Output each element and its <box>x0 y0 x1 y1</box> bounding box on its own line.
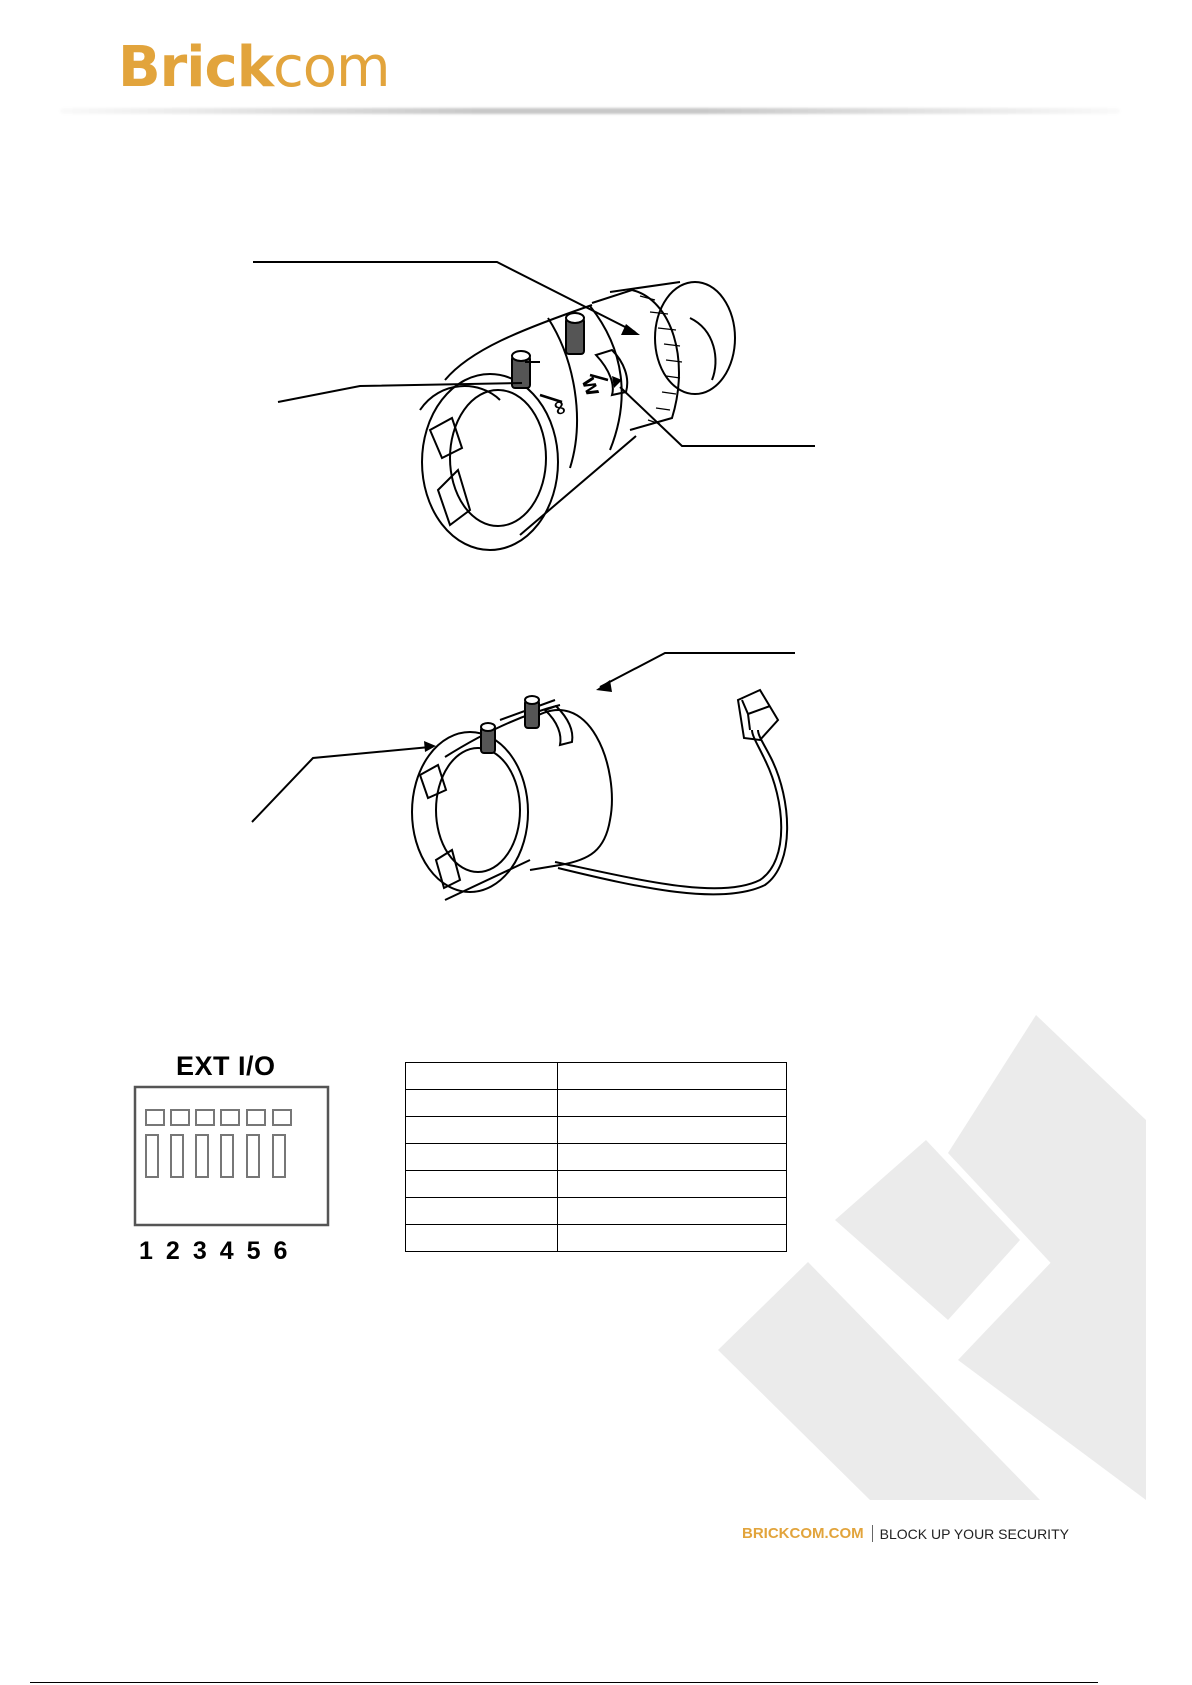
zoom-w-mark: W <box>576 374 602 400</box>
table-cell <box>406 1171 558 1198</box>
table-cell <box>558 1171 787 1198</box>
footer-separator <box>872 1525 873 1542</box>
bottom-divider <box>30 1682 1098 1683</box>
logo-text-brick: Brick <box>118 35 273 100</box>
table-row <box>406 1225 787 1252</box>
pin-number: 1 <box>139 1237 153 1265</box>
footer-slogan: BLOCK UP YOUR SECURITY <box>879 1525 1069 1542</box>
footer-site-link[interactable]: BRICKCOM.COM <box>742 1525 864 1542</box>
logo-text-com: com <box>272 35 390 100</box>
page-footer <box>742 1525 1069 1542</box>
table-row <box>406 1144 787 1171</box>
table-row <box>406 1063 787 1090</box>
table-cell <box>558 1144 787 1171</box>
table-cell <box>558 1198 787 1225</box>
pin-number: 2 <box>165 1237 180 1265</box>
table-cell <box>406 1144 558 1171</box>
pin-definition-table <box>405 1062 787 1252</box>
table-cell <box>406 1198 558 1225</box>
table-cell <box>558 1090 787 1117</box>
table-cell <box>558 1225 787 1252</box>
pin-number: 3 <box>192 1237 207 1265</box>
table-cell <box>406 1117 558 1144</box>
table-cell <box>558 1117 787 1144</box>
table-row <box>406 1171 787 1198</box>
focus-infinity-mark: ∞ <box>546 395 575 420</box>
pin-number: 4 <box>219 1237 234 1265</box>
pin-number: 5 <box>246 1237 261 1265</box>
table-cell <box>406 1225 558 1252</box>
table-cell <box>406 1090 558 1117</box>
pin-number: 6 <box>273 1237 288 1265</box>
table-row <box>406 1198 787 1225</box>
table-cell <box>558 1063 787 1090</box>
table-row <box>406 1117 787 1144</box>
ext-io-title: EXT I/O <box>176 1051 276 1081</box>
table-cell <box>406 1063 558 1090</box>
pin-number-row <box>139 1237 287 1266</box>
table-row <box>406 1090 787 1117</box>
